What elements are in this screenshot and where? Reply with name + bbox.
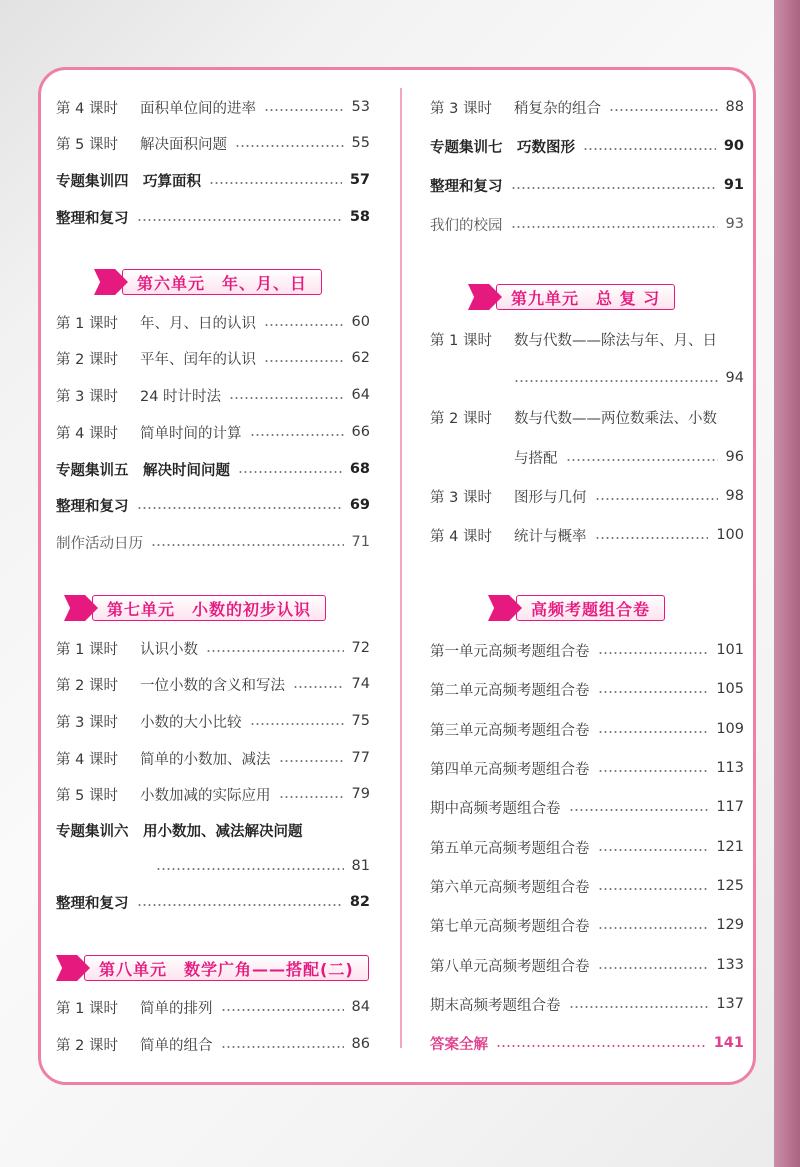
entry-title: 专题集训七 巧数图形 <box>430 139 575 156</box>
entry-title: 与搭配 <box>514 450 558 467</box>
dot-leader <box>598 691 709 693</box>
dot-leader <box>595 498 718 500</box>
lesson-label: 第 4 课时 <box>56 751 118 768</box>
toc-entry[interactable] <box>56 635 370 661</box>
toc-entry[interactable] <box>56 456 370 482</box>
dot-leader <box>598 967 709 969</box>
toc-entry[interactable] <box>56 345 370 371</box>
toc-entry[interactable] <box>56 671 370 697</box>
entry-title: 专题集训五 解决时间问题 <box>56 462 230 479</box>
dot-leader <box>583 148 716 150</box>
entry-title: 第六单元高频考题组合卷 <box>430 879 590 896</box>
page-number: 57 <box>349 172 370 188</box>
toc-entry-special-6[interactable] <box>56 817 370 843</box>
toc-entry[interactable] <box>56 781 370 807</box>
papers-header <box>488 594 665 622</box>
lesson-label: 第 5 课时 <box>56 787 118 804</box>
unit-header-label: 第九单元 总 复 习 <box>496 284 675 310</box>
page-number: 91 <box>723 177 744 193</box>
entry-title: 制作活动日历 <box>56 535 143 552</box>
entry-title: 一位小数的含义和写法 <box>140 677 285 694</box>
toc-entry[interactable] <box>430 755 744 781</box>
page-number: 64 <box>351 387 370 403</box>
dot-leader <box>151 544 344 546</box>
toc-entry[interactable] <box>56 94 370 120</box>
entry-title: 整理和复习 <box>430 178 503 195</box>
toc-entry[interactable] <box>56 492 370 518</box>
page-number: 79 <box>351 786 370 802</box>
toc-entry[interactable] <box>56 130 370 156</box>
page-edge-strip <box>774 0 800 1167</box>
toc-entry[interactable] <box>430 873 744 899</box>
entry-title: 期中高频考题组合卷 <box>430 800 561 817</box>
page-number: 69 <box>349 497 370 513</box>
entry-title: 整理和复习 <box>56 498 129 515</box>
page-number: 86 <box>351 1036 370 1052</box>
toc-entry[interactable] <box>56 382 370 408</box>
entry-title: 解决面积问题 <box>140 136 227 153</box>
page-number: 133 <box>716 957 744 973</box>
toc-entry-review-1-page[interactable] <box>514 365 744 391</box>
entry-title: 24 时计时法 <box>140 388 222 405</box>
entry-title: 专题集训四 巧算面积 <box>56 173 201 190</box>
entry-title: 整理和复习 <box>56 895 129 912</box>
dot-leader <box>156 868 344 870</box>
entry-title: 我们的校园 <box>430 217 503 234</box>
page-number: 113 <box>716 760 744 776</box>
dot-leader <box>293 686 344 688</box>
unit-9-header <box>468 283 675 311</box>
page-number: 66 <box>351 424 370 440</box>
dot-leader <box>511 187 716 189</box>
unit-header-label: 高频考题组合卷 <box>516 595 665 621</box>
toc-entry-special-6-page[interactable] <box>156 853 370 879</box>
dot-leader <box>569 1006 709 1008</box>
entry-title: 第三单元高频考题组合卷 <box>430 722 590 739</box>
entry-title: 整理和复习 <box>56 210 129 227</box>
lesson-label: 第 5 课时 <box>56 136 118 153</box>
page-number: 62 <box>351 350 370 366</box>
page-number: 55 <box>351 135 370 151</box>
page-number: 93 <box>725 216 744 232</box>
toc-entry[interactable] <box>430 834 744 860</box>
toc-entry[interactable] <box>430 991 744 1017</box>
entry-title: 小数加减的实际应用 <box>140 787 271 804</box>
lesson-label: 第 1 课时 <box>56 315 118 332</box>
toc-entry[interactable] <box>56 529 370 555</box>
lesson-label: 第 2 课时 <box>56 677 118 694</box>
page-number: 82 <box>349 894 370 910</box>
dot-leader <box>229 397 343 399</box>
unit-7-header <box>64 594 326 622</box>
lesson-label: 第 3 课时 <box>56 714 118 731</box>
entry-title: 数与代数——两位数乘法、小数 <box>514 410 717 427</box>
entry-title: 认识小数 <box>140 641 198 658</box>
toc-entry[interactable] <box>430 172 744 198</box>
unit-6-header <box>94 268 322 296</box>
entry-title: 第七单元高频考题组合卷 <box>430 918 590 935</box>
page-number: 58 <box>349 209 370 225</box>
page-number: 129 <box>716 917 744 933</box>
dot-leader <box>279 760 344 762</box>
dot-leader <box>598 731 709 733</box>
entry-title: 面积单位间的进率 <box>140 100 256 117</box>
dot-leader <box>598 849 709 851</box>
toc-entry[interactable] <box>56 1031 370 1057</box>
toc-entry[interactable] <box>56 204 370 230</box>
dot-leader <box>279 796 344 798</box>
page-number: 71 <box>351 534 370 550</box>
dot-leader <box>598 652 709 654</box>
dot-leader <box>595 537 709 539</box>
lesson-label: 第 1 课时 <box>56 641 118 658</box>
dot-leader <box>137 904 342 906</box>
dot-leader <box>264 360 344 362</box>
unit-header-label: 第八单元 数学广角——搭配(二) <box>84 955 369 981</box>
entry-title: 图形与几何 <box>514 489 587 506</box>
page-number: 101 <box>716 642 744 658</box>
page-number: 98 <box>725 488 744 504</box>
dot-leader <box>511 226 718 228</box>
entry-title: 第二单元高频考题组合卷 <box>430 682 590 699</box>
toc-entry-review-1[interactable] <box>430 326 744 352</box>
dot-leader <box>221 1046 344 1048</box>
entry-title: 平年、闰年的认识 <box>140 351 256 368</box>
toc-entry[interactable] <box>430 522 744 548</box>
page-number: 105 <box>716 681 744 697</box>
page-number: 68 <box>349 461 370 477</box>
entry-title: 年、月、日的认识 <box>140 315 256 332</box>
dot-leader <box>221 1009 344 1011</box>
dot-leader <box>598 888 709 890</box>
lesson-label: 第 1 课时 <box>56 1000 118 1017</box>
lesson-label: 第 3 课时 <box>56 388 118 405</box>
dot-leader <box>137 507 342 509</box>
toc-entry[interactable] <box>430 94 744 120</box>
lesson-label: 第 2 课时 <box>56 351 118 368</box>
page-number: 141 <box>713 1035 744 1051</box>
dot-leader <box>569 809 709 811</box>
page-number: 96 <box>725 449 744 465</box>
page-number: 94 <box>725 370 744 386</box>
page-number: 125 <box>716 878 744 894</box>
entry-title: 第一单元高频考题组合卷 <box>430 643 590 660</box>
entry-title: 期末高频考题组合卷 <box>430 997 561 1014</box>
dot-leader <box>206 650 344 652</box>
lesson-label: 第 1 课时 <box>430 332 492 349</box>
toc-entry[interactable] <box>430 637 744 663</box>
page-number: 117 <box>716 799 744 815</box>
entry-title: 简单时间的计算 <box>140 425 242 442</box>
entry-title: 简单的排列 <box>140 1000 213 1017</box>
entry-title: 第八单元高频考题组合卷 <box>430 958 590 975</box>
entry-title: 第五单元高频考题组合卷 <box>430 840 590 857</box>
lesson-label: 第 4 课时 <box>56 425 118 442</box>
page-number: 60 <box>351 314 370 330</box>
toc-entry[interactable] <box>430 676 744 702</box>
lesson-label: 第 4 课时 <box>56 100 118 117</box>
dot-leader <box>496 1045 706 1047</box>
entry-title: 第四单元高频考题组合卷 <box>430 761 590 778</box>
dot-leader <box>598 927 709 929</box>
lesson-label: 第 4 课时 <box>430 528 492 545</box>
dot-leader <box>250 723 344 725</box>
page-number: 74 <box>351 676 370 692</box>
toc-entry-review[interactable] <box>56 889 370 915</box>
column-divider <box>400 88 402 1048</box>
entry-title: 简单的组合 <box>140 1037 213 1054</box>
toc-entry[interactable] <box>430 133 744 159</box>
dot-leader <box>209 182 342 184</box>
dot-leader <box>235 145 344 147</box>
toc-entry[interactable] <box>56 167 370 193</box>
lesson-label: 第 2 课时 <box>430 410 492 427</box>
toc-entry[interactable] <box>56 309 370 335</box>
entry-title: 数与代数——除法与年、月、日 <box>514 332 717 349</box>
toc-entry[interactable] <box>430 483 744 509</box>
page-number: 137 <box>716 996 744 1012</box>
dot-leader <box>264 109 344 111</box>
entry-title: 专题集训六 用小数加、减法解决问题 <box>56 823 303 840</box>
dot-leader <box>514 380 718 382</box>
page-number: 90 <box>723 138 744 154</box>
page-number: 81 <box>351 858 370 874</box>
dot-leader <box>137 219 342 221</box>
entry-title: 简单的小数加、减法 <box>140 751 271 768</box>
toc-entry[interactable] <box>430 912 744 938</box>
page-number: 84 <box>351 999 370 1015</box>
toc-entry[interactable] <box>430 794 744 820</box>
lesson-label: 第 3 课时 <box>430 100 492 117</box>
dot-leader <box>264 324 344 326</box>
toc-entry-review-2[interactable] <box>430 404 744 430</box>
toc-entry[interactable] <box>56 745 370 771</box>
page-number: 88 <box>725 99 744 115</box>
page-number: 121 <box>716 839 744 855</box>
page-number: 100 <box>716 527 744 543</box>
entry-title: 答案全解 <box>430 1036 488 1053</box>
unit-8-header <box>56 954 369 982</box>
dot-leader <box>238 471 342 473</box>
toc-entry[interactable] <box>430 952 744 978</box>
toc-entry[interactable] <box>430 716 744 742</box>
lesson-label: 第 2 课时 <box>56 1037 118 1054</box>
entry-title: 稍复杂的组合 <box>514 100 601 117</box>
unit-header-label: 第六单元 年、月、日 <box>122 269 322 295</box>
toc-entry[interactable] <box>430 211 744 237</box>
toc-entry[interactable] <box>56 708 370 734</box>
page-number: 53 <box>351 99 370 115</box>
dot-leader <box>566 459 718 461</box>
page-number: 75 <box>351 713 370 729</box>
unit-header-label: 第七单元 小数的初步认识 <box>92 595 326 621</box>
entry-title: 小数的大小比较 <box>140 714 242 731</box>
dot-leader <box>609 109 718 111</box>
lesson-label: 第 3 课时 <box>430 489 492 506</box>
page-number: 72 <box>351 640 370 656</box>
page-number: 109 <box>716 721 744 737</box>
dot-leader <box>250 434 344 436</box>
toc-entry-review-2-cont[interactable] <box>514 444 744 470</box>
toc-entry[interactable] <box>56 419 370 445</box>
toc-entry-answers[interactable] <box>430 1030 744 1056</box>
dot-leader <box>598 770 709 772</box>
page-number: 77 <box>351 750 370 766</box>
entry-title: 统计与概率 <box>514 528 587 545</box>
toc-entry[interactable] <box>56 994 370 1020</box>
